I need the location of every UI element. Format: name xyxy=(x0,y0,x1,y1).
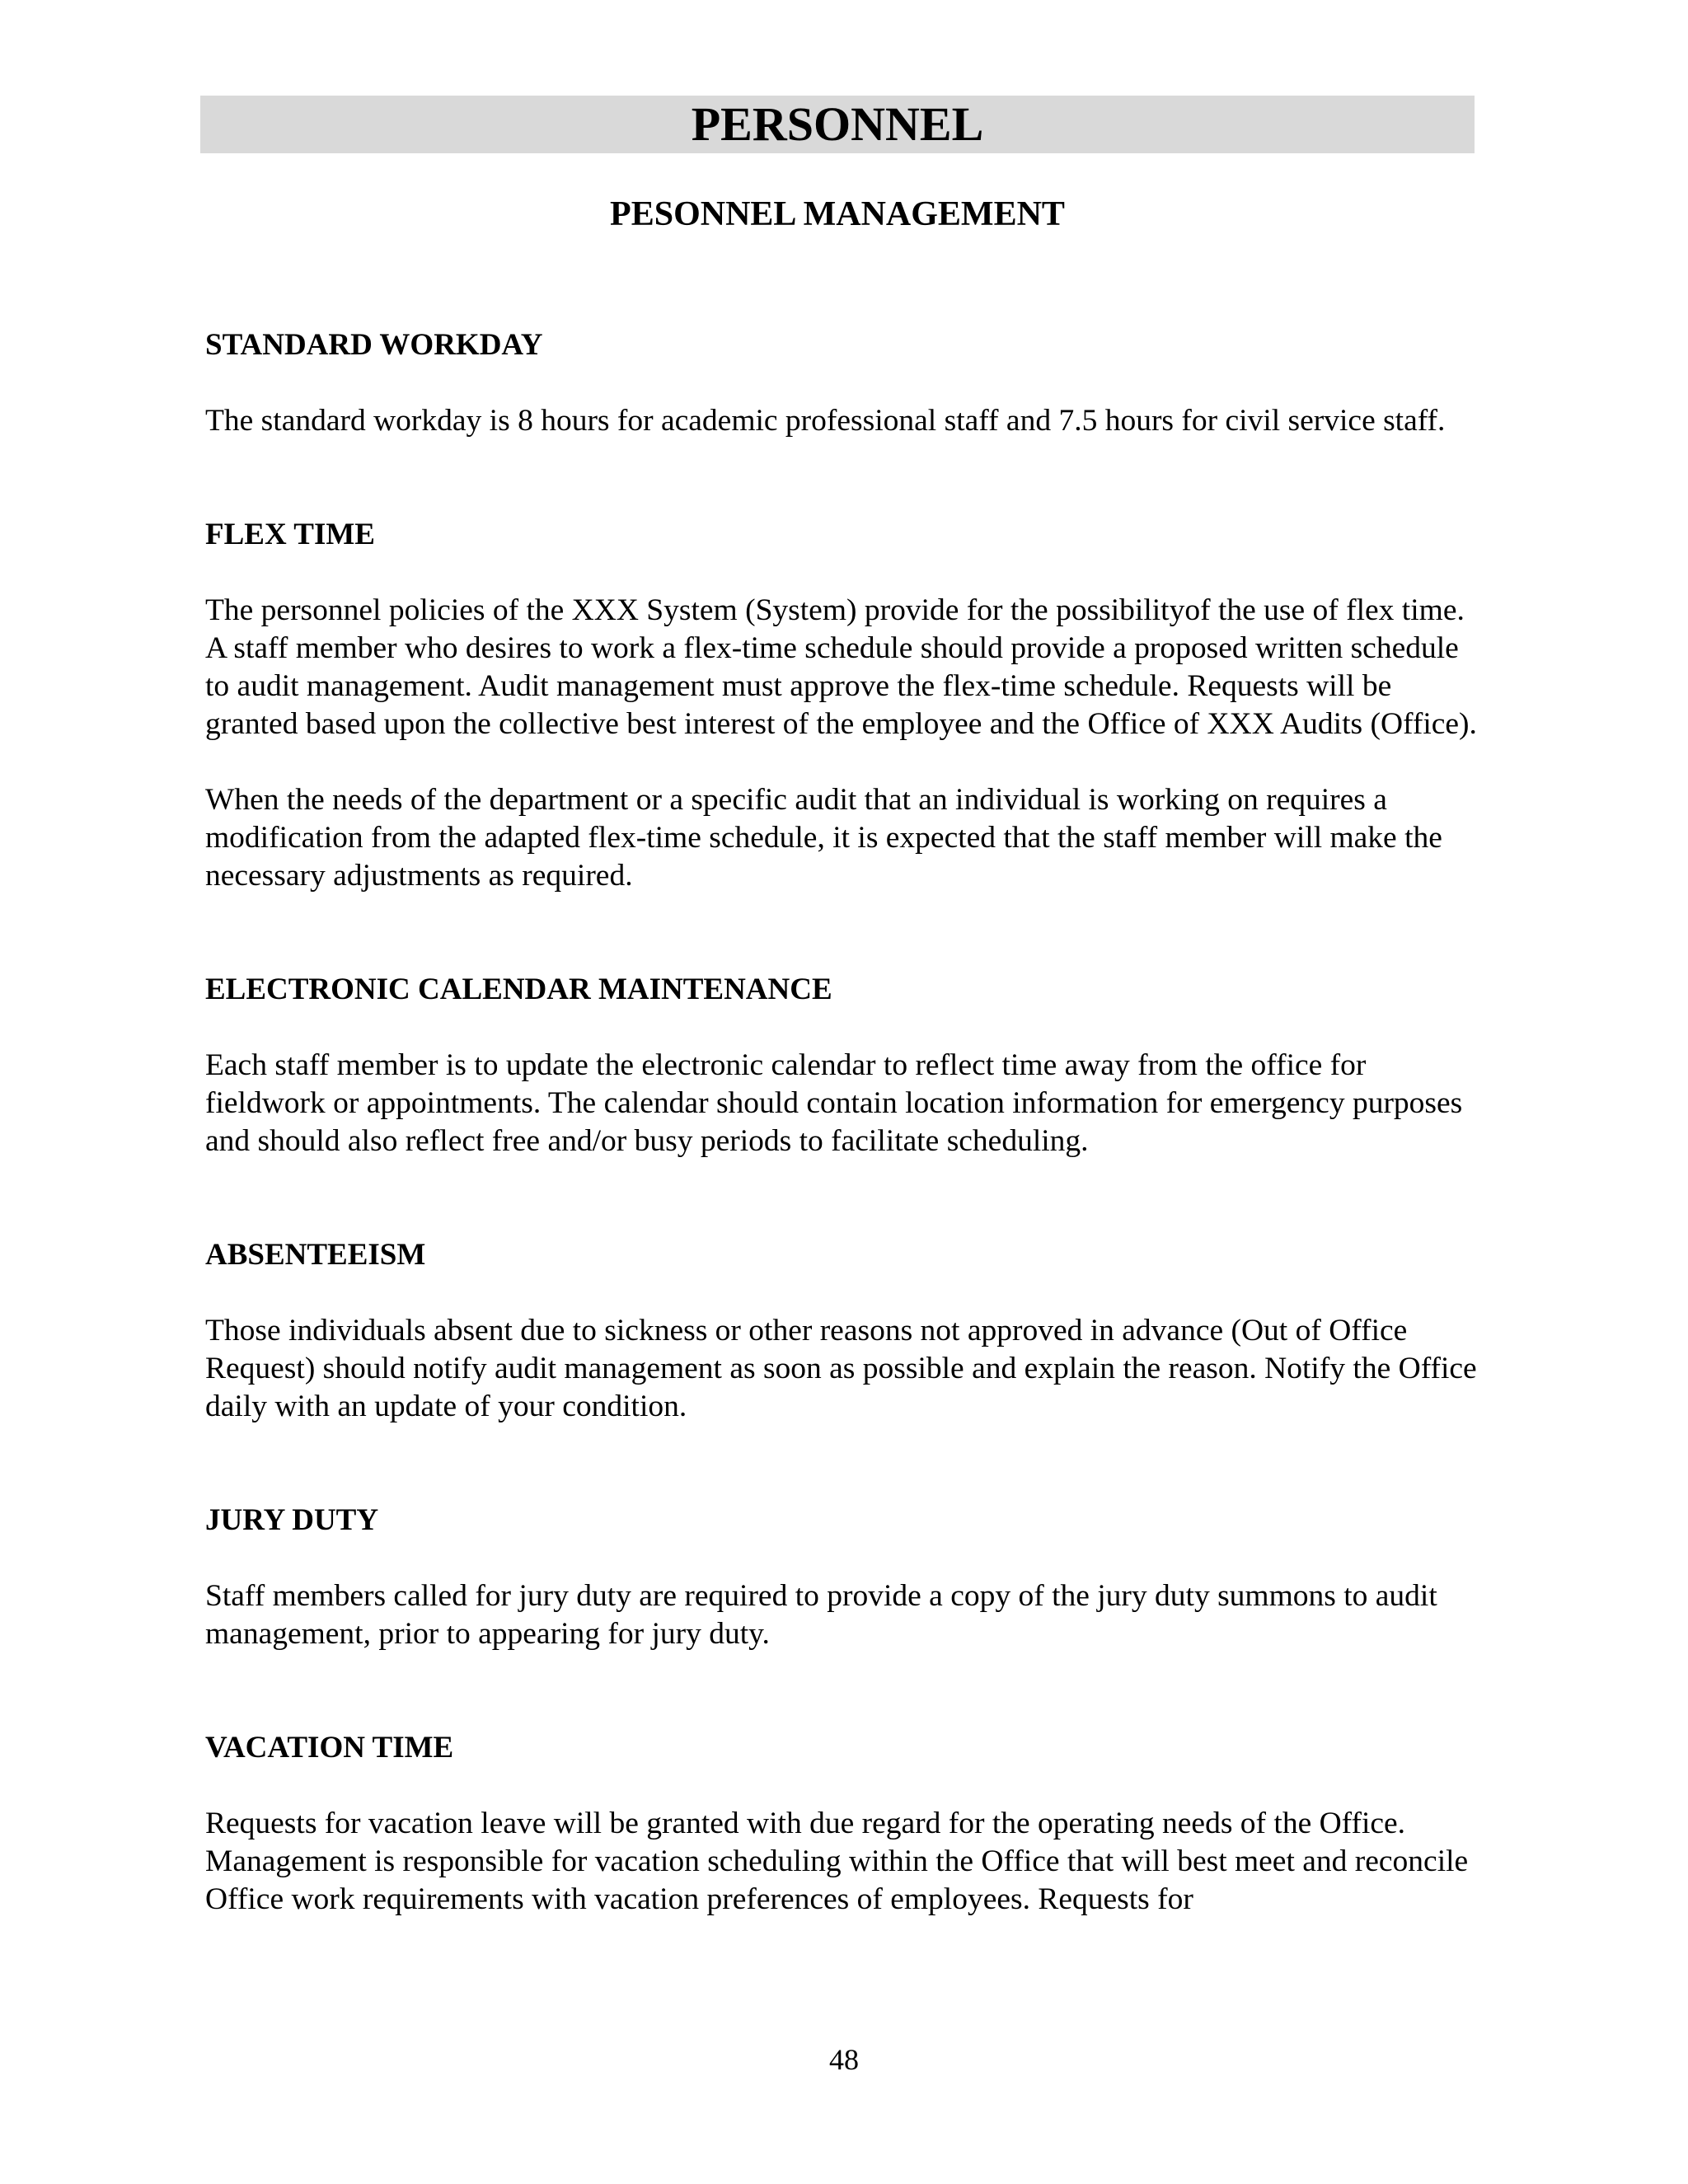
page-number: 48 xyxy=(829,2043,859,2076)
document-body xyxy=(205,326,1487,1994)
section-heading: ELECTRONIC CALENDAR MAINTENANCE xyxy=(205,972,832,1006)
section-paragraph: Requests for vacation leave will be granted with due regard for the operating needs of the Office. Management is responsible for vacation scheduling within the Office that will best meet and reconcile Office work requirements with vacation preferences of employees. Requests for xyxy=(205,1807,1469,1916)
section-standard-workday xyxy=(205,326,1487,440)
section-paragraph: The standard workday is 8 hours for academic professional staff and 7.5 hours for civil service staff. xyxy=(205,404,1446,438)
section-absenteeism xyxy=(205,1236,1487,1426)
section-heading: JURY DUTY xyxy=(205,1503,379,1537)
section-vacation-time xyxy=(205,1729,1487,1919)
section-heading: STANDARD WORKDAY xyxy=(205,328,543,362)
page-subtitle: PESONNEL MANAGEMENT xyxy=(610,195,1065,233)
section-heading: ABSENTEEISM xyxy=(205,1238,426,1272)
page-title: PERSONNEL xyxy=(691,97,984,151)
section-jury-duty xyxy=(205,1502,1487,1653)
section-heading: VACATION TIME xyxy=(205,1731,454,1765)
section-paragraph: Each staff member is to update the electronic calendar to reflect time away from the office for fieldwork or appointments. The calendar should contain location information for emergency purposes and should also reflect free and/or busy periods to facilitate scheduling. xyxy=(205,1048,1463,1158)
section-electronic-calendar xyxy=(205,971,1487,1160)
section-paragraph: Staff members called for jury duty are required to provide a copy of the jury duty summons to audit management, prior to appearing for jury duty. xyxy=(205,1579,1437,1651)
title-banner xyxy=(200,96,1475,153)
section-paragraph: Those individuals absent due to sickness or other reasons not approved in advance (Out of Office Request) should notify audit management as soon as possible and explain the reason. Notify the Office daily with an update of your condition. xyxy=(205,1314,1477,1423)
section-heading: FLEX TIME xyxy=(205,518,375,551)
section-paragraph: When the needs of the department or a specific audit that an individual is working on requires a modification from the adapted flex-time schedule, it is expected that the staff member will make the necessary adjustments as required. xyxy=(205,783,1442,893)
section-flex-time xyxy=(205,516,1487,895)
section-paragraph: The personnel policies of the XXX System (System) provide for the possibilityof the use of flex time. A staff member who desires to work a flex-time schedule should provide a proposed written schedule to audit management. Audit management must approve the flex-time schedule. Requests will be granted based upon the collective best interest of the employee and the Office of XXX Audits (Office). xyxy=(205,593,1477,741)
